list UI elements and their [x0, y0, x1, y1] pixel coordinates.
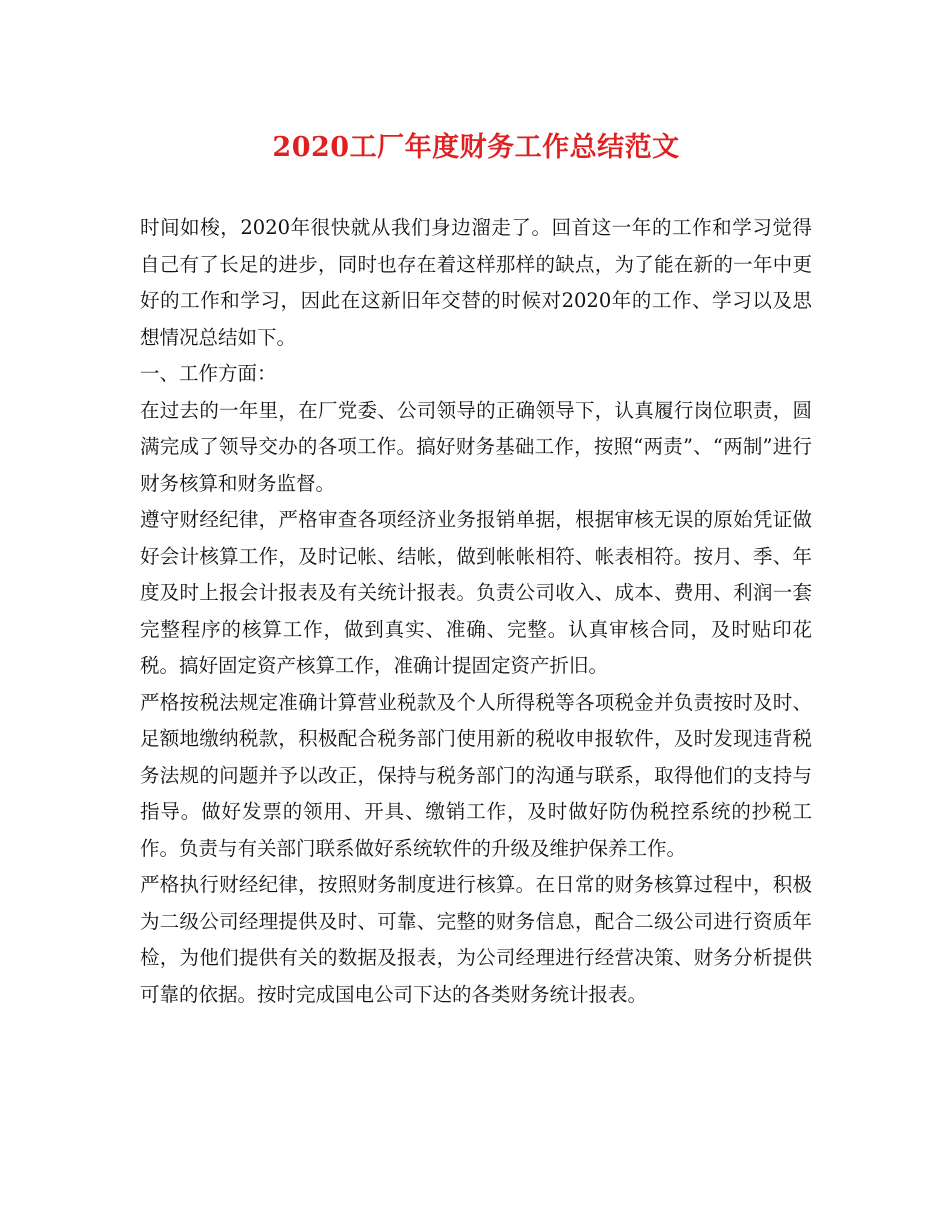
document-body	[140, 210, 812, 1013]
paragraph-accounting: 遵守财经纪律，严格审查各项经济业务报销单据，根据审核无误的原始凭证做好会计核算工作，及时记帐、结帐，做到帐帐相符、帐表相符。按月、季、年度及时上报会计报表及有关统计报表。负责公司收入、成本、费用、利润一套完整程序的核算工作，做到真实、准确、完整。认真审核合同，及时贴印花税。搞好固定资产核算工作，准确计提固定资产折旧。	[140, 508, 812, 677]
paragraph-taxation: 严格按税法规定准确计算营业税款及个人所得税等各项税金并负责按时及时、足额地缴纳税款，积极配合税务部门使用新的税收申报软件，及时发现违背税务法规的问题并予以改正，保持与税务部门的沟通与联系，取得他们的支持与指导。做好发票的领用、开具、缴销工作，及时做好防伪税控系统的抄税工作。负责与有关部门联系做好系统软件的升级及维护保养工作。	[140, 690, 812, 860]
paragraph-discipline: 严格执行财经纪律，按照财务制度进行核算。在日常的财务核算过程中，积极为二级公司经理提供及时、可靠、完整的财务信息，配合二级公司进行资质年检，为他们提供有关的数据及报表，为公司经理进行经营决策、财务分析提供可靠的依据。按时完成国电公司下达的各类财务统计报表。	[140, 873, 812, 1006]
paragraph-intro: 时间如梭，2020年很快就从我们身边溜走了。回首这一年的工作和学习觉得自己有了长足的进步，同时也存在着这样那样的缺点，为了能在新的一年中更好的工作和学习，因此在这新旧年交替的时候对2020年的工作、学习以及思想情况总结如下。	[140, 216, 812, 349]
paragraph-responsibilities: 在过去的一年里，在厂党委、公司领导的正确领导下，认真履行岗位职责，圆满完成了领导交办的各项工作。搞好财务基础工作，按照“两责”、“两制”进行财务核算和财务监督。	[140, 398, 812, 495]
section-heading-work: 一、工作方面：	[140, 362, 277, 385]
document-title: 2020工厂年度财务工作总结范文	[272, 132, 680, 163]
